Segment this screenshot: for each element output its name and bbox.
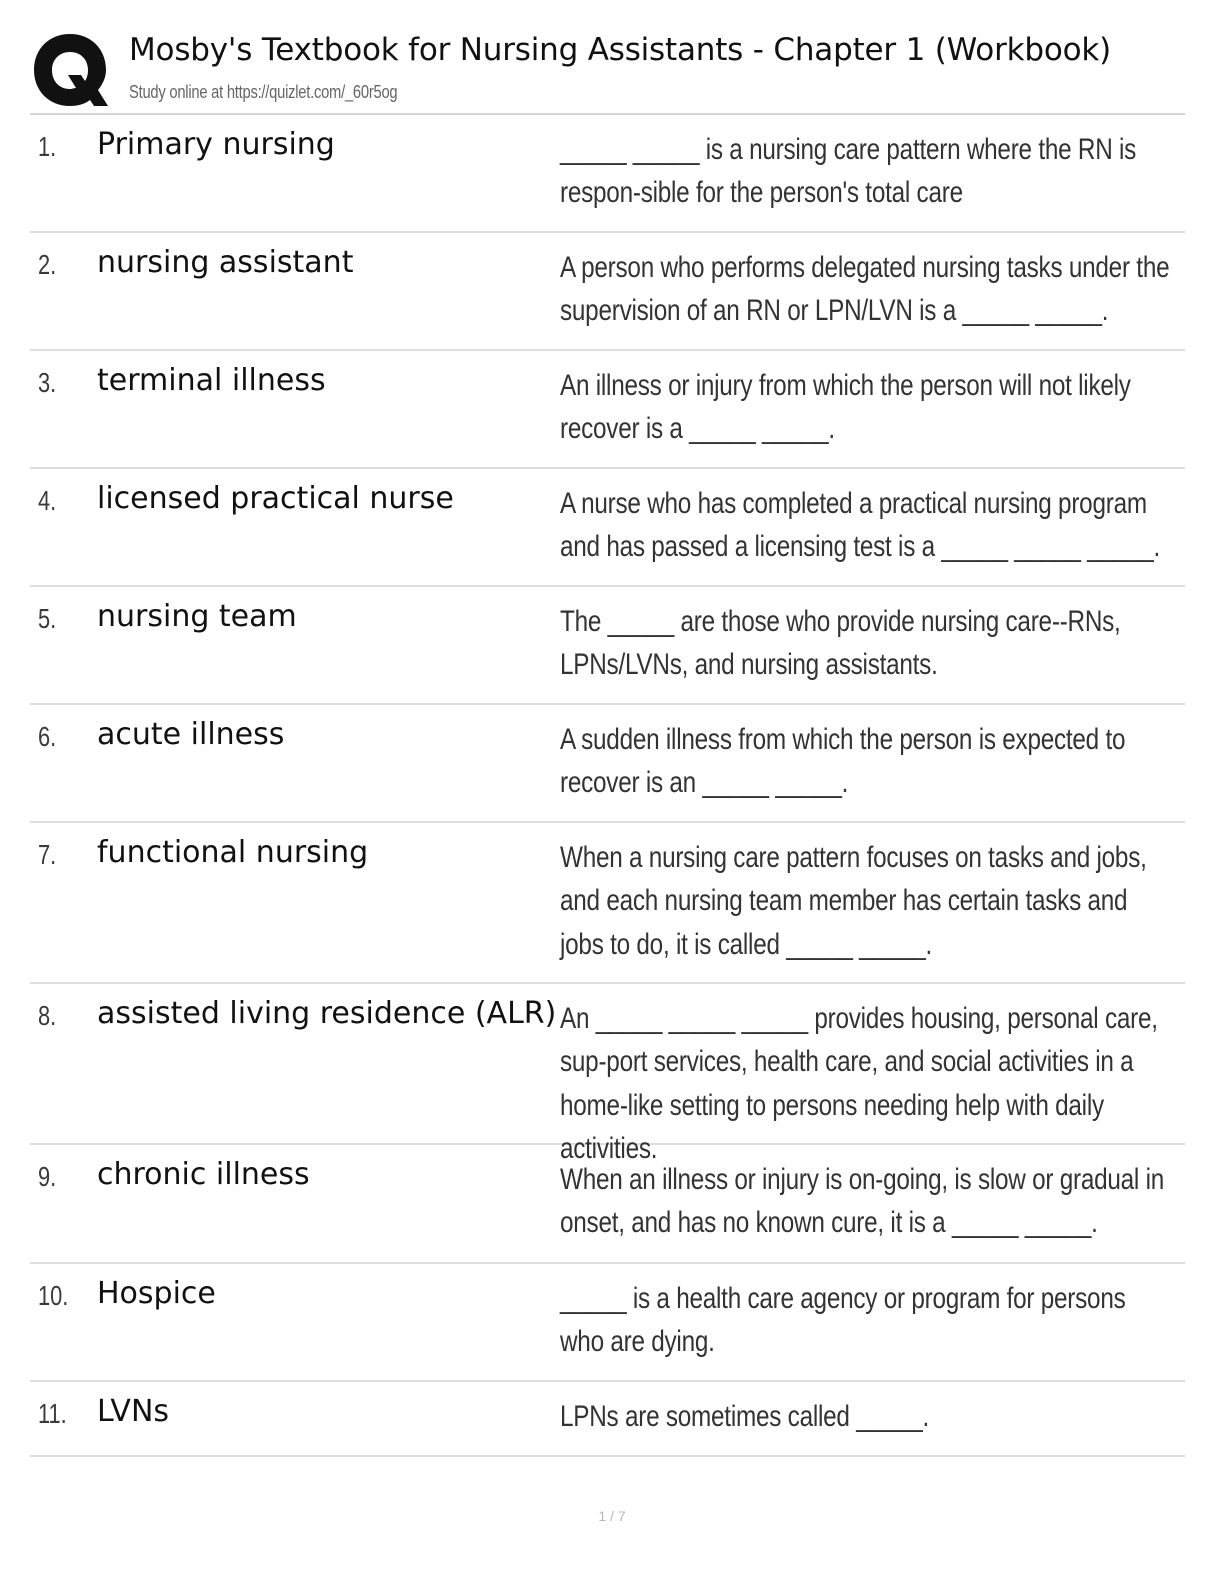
item-definition: LPNs are sometimes called _____. (560, 1400, 930, 1433)
item-definition: _____ is a health care agency or program for persons who are dying. (560, 1282, 1126, 1359)
item-number: 7. (38, 839, 57, 870)
list-item (30, 115, 1185, 233)
item-number: 9. (38, 1161, 57, 1192)
item-definition: A nurse who has completed a practical nursing program and has passed a licensing test is a _____ _____ _____. (560, 487, 1161, 564)
item-term: Primary nursing (97, 127, 335, 162)
list-item (30, 469, 1185, 587)
list-item (30, 233, 1185, 351)
item-definition: When a nursing care pattern focuses on tasks and jobs, and each nursing team member has certain tasks and jobs to do, it is called _____ _____. (560, 841, 1147, 961)
page-title: Mosby's Textbook for Nursing Assistants - Chapter 1 (Workbook) (129, 32, 1112, 68)
item-number: 5. (38, 603, 57, 634)
list-item (30, 705, 1185, 823)
item-definition: The _____ are those who provide nursing care--RNs, LPNs/LVNs, and nursing assistants. (560, 605, 1121, 682)
item-term: terminal illness (97, 363, 326, 398)
item-number: 1. (38, 131, 57, 162)
item-number: 10. (38, 1280, 69, 1311)
item-number: 4. (38, 485, 57, 516)
item-number: 8. (38, 1000, 57, 1031)
list-item (30, 587, 1185, 705)
item-term: functional nursing (97, 835, 369, 870)
item-number: 11. (38, 1398, 67, 1429)
flashcard-list (30, 115, 1185, 1457)
item-term: nursing team (97, 599, 297, 634)
list-item (30, 823, 1185, 984)
item-definition: When an illness or injury is on-going, is slow or gradual in onset, and has no known cure, it is a _____ _____. (560, 1163, 1165, 1240)
list-item (30, 351, 1185, 469)
study-link[interactable]: Study online at https://quizlet.com/_60r5og (129, 82, 398, 102)
list-item (30, 1264, 1185, 1382)
item-number: 6. (38, 721, 57, 752)
item-definition: An illness or injury from which the person will not likely recover is a _____ _____. (560, 369, 1131, 446)
page-header (30, 28, 1185, 114)
item-definition: A sudden illness from which the person is expected to recover is an _____ _____. (560, 723, 1126, 800)
item-term: chronic illness (97, 1157, 310, 1192)
item-term: assisted living residence (ALR) (97, 996, 557, 1031)
item-term: licensed practical nurse (97, 481, 454, 516)
item-term: LVNs (97, 1394, 170, 1429)
item-term: nursing assistant (97, 245, 354, 280)
item-definition: A person who performs delegated nursing tasks under the supervision of an RN or LPN/LVN is a _____ _____. (560, 251, 1170, 328)
list-item (30, 1145, 1185, 1264)
item-term: Hospice (97, 1276, 216, 1311)
item-number: 3. (38, 367, 57, 398)
quizlet-logo-icon (32, 32, 108, 108)
list-item (30, 1382, 1185, 1457)
item-definition: An _____ _____ _____ provides housing, personal care, sup-port services, health care, and social activities in a home-like setting to persons needing help with daily activities. (560, 1002, 1158, 1165)
page-number: 1 / 7 (598, 1508, 626, 1524)
item-term: acute illness (97, 717, 285, 752)
item-definition: _____ _____ is a nursing care pattern where the RN is respon-sible for the person's total care (560, 133, 1137, 210)
item-number: 2. (38, 249, 57, 280)
list-item (30, 984, 1185, 1165)
